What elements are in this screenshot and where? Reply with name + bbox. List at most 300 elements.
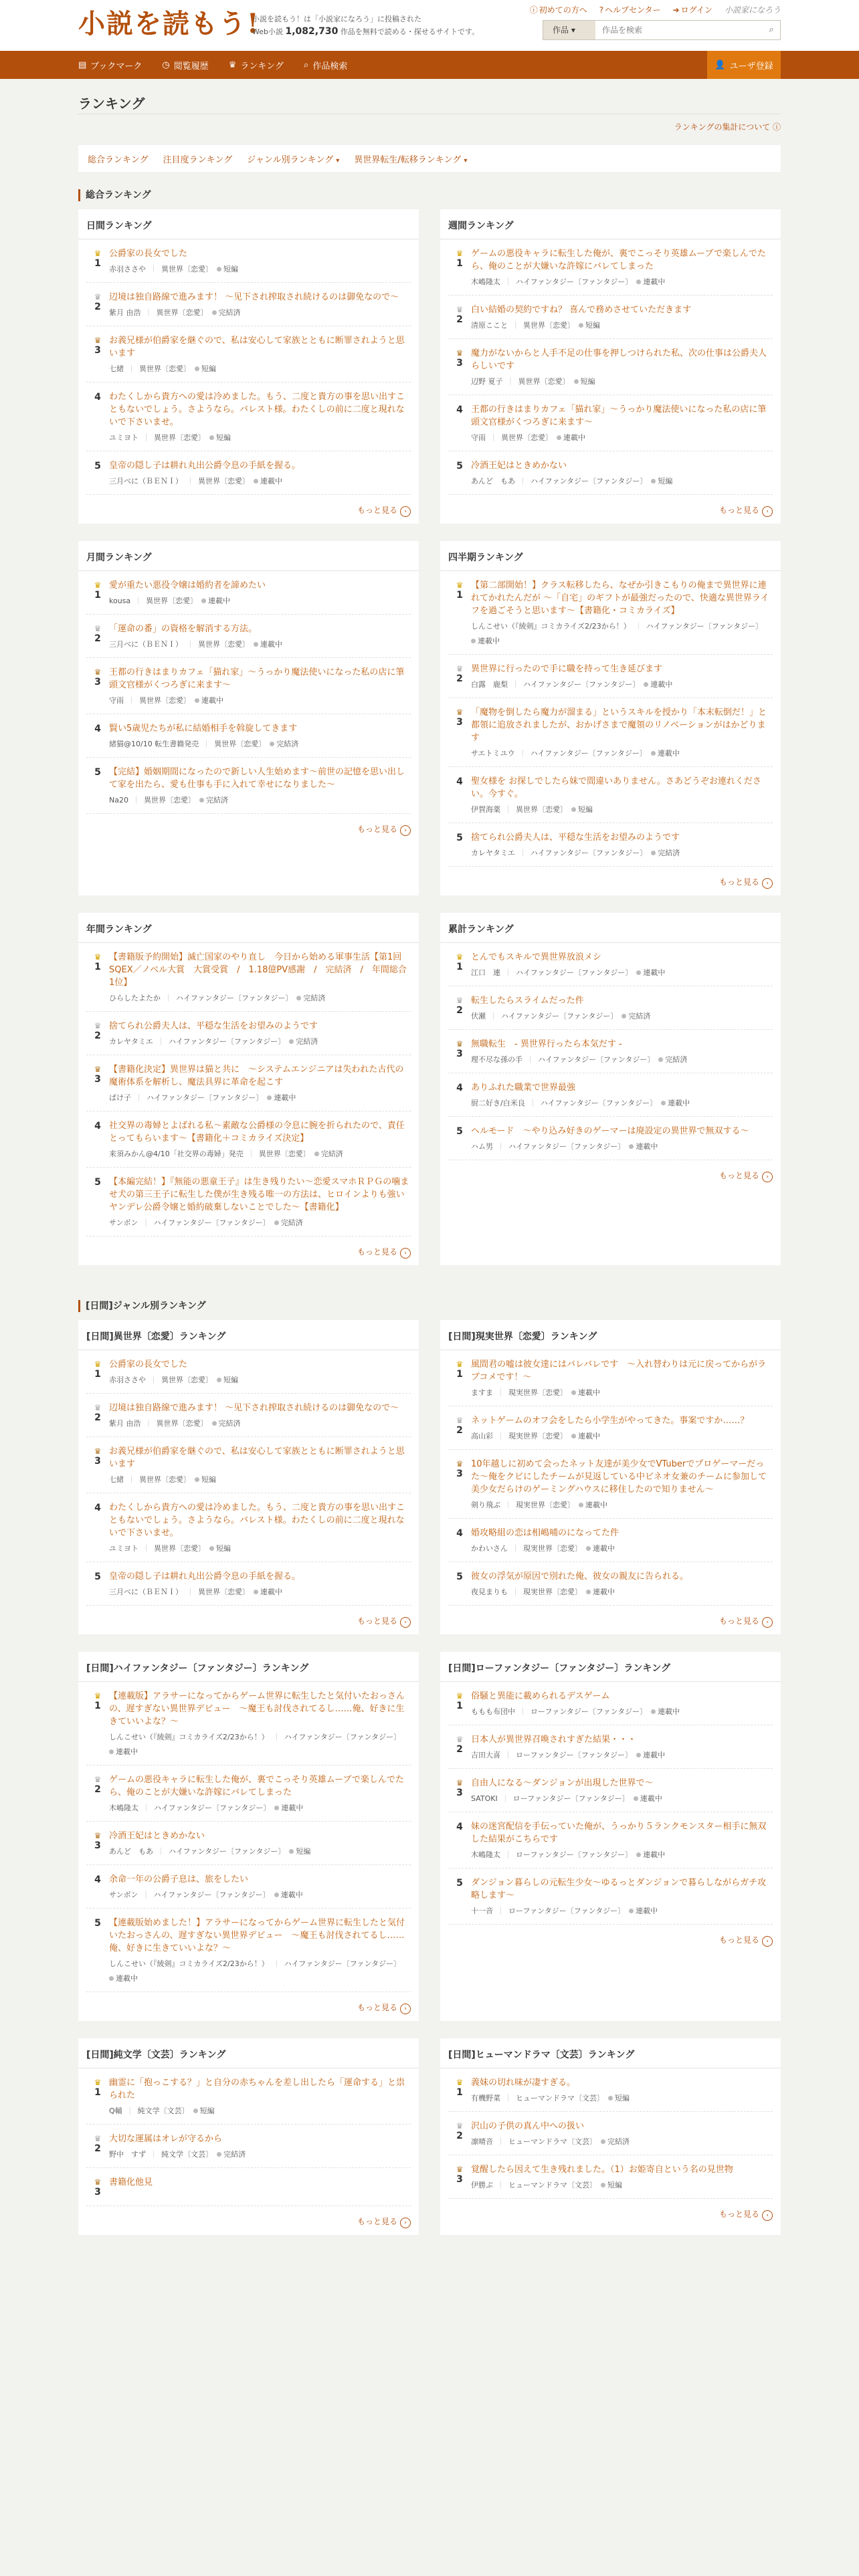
author-name[interactable]: 紫月 由浩 [109, 308, 141, 317]
work-title-link[interactable]: お義兄様が伯爵家を継ぐので、私は安心して家族とともに断罪されようと思います [109, 336, 405, 358]
ranking-card [78, 1652, 419, 2021]
more-link[interactable] [78, 814, 419, 843]
ranking-card [78, 2038, 419, 2235]
nav-history-label: 閲覧履歴 [173, 61, 209, 72]
author-name[interactable]: 赤羽ささや [109, 1376, 146, 1384]
status-dot-icon [586, 1546, 591, 1551]
status-badge [651, 1706, 680, 1717]
work-title-link[interactable]: 転生したらスライムだった件 [471, 996, 584, 1006]
author-name[interactable]: 野中 すず [109, 2150, 147, 2159]
work-title-link[interactable]: 大切な運属はオレが守るから [109, 2134, 223, 2144]
genre-tag[interactable]: ハイファンタジー〔ファンタジー〕 [538, 1055, 655, 1064]
site-logo[interactable]: 小説を読もう! [78, 8, 260, 39]
genre-tag[interactable]: 異世界〔恋愛〕 [198, 1588, 250, 1596]
more-link[interactable] [440, 2199, 781, 2228]
genre-tag[interactable]: ハイファンタジー〔ファンタジー〕 [153, 1218, 270, 1227]
genre-tag[interactable]: ハイファンタジー〔ファンタジー〕 [169, 1847, 286, 1856]
register-button[interactable] [707, 51, 781, 79]
work-title-link[interactable]: わたくしから貴方への愛は冷めました。もう、二度と貴方の事を思い出すこともないでしょう。さようなら。バレスト様。わたくしの前に二度と現れないで下さいませ。 [109, 392, 405, 427]
section-overall-heading: 総合ランキング [78, 189, 781, 201]
work-title-link[interactable]: 白い結婚の契約ですね？ 喜んで務めさせていただきます [471, 305, 692, 315]
status-label: 完結済 [223, 2150, 246, 2159]
author-name[interactable]: 江口 連 [471, 968, 500, 977]
author-name[interactable]: 木嶋隆太 [109, 1804, 138, 1812]
work-title-link[interactable]: 10年越しに初めて会ったネット友達が美少女でVTuberでプロゲーマーだった〜俺をクビにしたチームが見返している中ビネオ女兼のチームに参加して美少女だらけのゲーミングハウスに移住したので知りません〜 [471, 1459, 767, 1495]
work-meta [109, 1217, 411, 1228]
author-name[interactable]: 辺野 夏子 [471, 377, 503, 386]
author-name[interactable]: 厨二好き/白米良 [471, 1099, 525, 1107]
ranking-item-body [109, 666, 411, 706]
genre-tag[interactable]: 現実世界〔恋愛〕 [516, 1501, 575, 1509]
author-name[interactable]: 三月べに（ＢＥＮＩ） [109, 1588, 183, 1596]
ranking-about-link[interactable] [78, 121, 781, 134]
author-name[interactable]: 凛晴音 [471, 2137, 493, 2146]
genre-tag[interactable]: 異世界〔恋愛〕 [143, 796, 195, 804]
genre-tag[interactable]: 異世界〔恋愛〕 [139, 1475, 191, 1484]
work-meta [109, 1802, 411, 1813]
more-link[interactable] [78, 1237, 419, 1265]
author-name[interactable]: 白露 鹿梨 [471, 680, 508, 689]
work-meta [109, 1958, 411, 1983]
work-title-link[interactable]: 【書籍化決定】異世界は猫と共に 〜システムエンジニアは失われた古代の魔術体系を解析し、魔法具界に革命を起こす [109, 1065, 404, 1087]
work-title-link[interactable]: 冷酒王妃はときめかない [471, 461, 567, 471]
status-dot-icon [622, 1014, 626, 1018]
status-badge [270, 738, 298, 749]
author-name[interactable]: ひらしたよたか [109, 994, 161, 1002]
author-name[interactable]: Q輔 [109, 2107, 122, 2115]
author-name[interactable]: 剣り飛ぶ [471, 1501, 500, 1509]
more-link[interactable] [440, 1606, 781, 1634]
subtab-isekai[interactable] [354, 152, 467, 165]
ranking-item-body [109, 1501, 411, 1553]
genre-tag[interactable]: ハイファンタジー〔ファンタジー〕 [284, 1733, 401, 1741]
rank-value: 4 [456, 405, 463, 415]
work-meta [471, 1706, 773, 1717]
history-icon: ◷ [162, 60, 170, 70]
author-name[interactable]: 高山彩 [471, 1432, 493, 1440]
work-title-link[interactable]: 【完結】婚姻期間になったので新しい人生始めます〜前世の記憶を思い出して家を出たら、愛も仕事も手に入れて幸せになりました〜 [109, 767, 405, 790]
author-name[interactable]: ユミヨト [109, 433, 138, 442]
genre-tag[interactable]: 異世界〔恋愛〕 [146, 597, 198, 605]
crown-icon: ♛ [94, 1446, 102, 1456]
more-link[interactable] [78, 1606, 419, 1634]
ranking-item [86, 714, 411, 758]
rank-number [86, 1402, 109, 1428]
work-title-link[interactable]: 自由人になる〜ダンジョンが出現した世界で〜 [471, 1778, 654, 1788]
work-title-link[interactable]: 皇帝の隠し子は耕れ丸出公爵令息の手紙を握る。 [109, 1572, 301, 1582]
genre-tag[interactable]: ハイファンタジー〔ファンタジー〕 [516, 968, 633, 977]
status-dot-icon [471, 639, 476, 643]
work-title-link[interactable]: 婚攻略組の恋は相嶋哺のになってた件 [471, 1528, 619, 1538]
author-name[interactable]: ますま [471, 1388, 493, 1397]
separator: ｜ [519, 1707, 527, 1716]
genre-tag[interactable]: ヒューマンドラマ〔文芸〕 [508, 2137, 597, 2146]
work-title-link[interactable]: 【書籍版予約開始】滅亡国家のやり直し 今日から始める軍事生活【第1回SQEX／ノベル大賞 大賞受賞 / 1.18億PV感謝 / 完結済 / 年間総合1位】 [109, 952, 407, 988]
work-title-link[interactable]: 冷酒王妃はときめかない [109, 1831, 205, 1841]
work-title-link[interactable]: ありふれた職業で世界最強 [471, 1083, 576, 1093]
genre-tag[interactable]: ハイファンタジー〔ファンタジー〕 [168, 1037, 286, 1046]
more-link[interactable] [440, 867, 781, 895]
genre-tag[interactable]: ローファンタジー〔ファンタジー〕 [531, 1707, 648, 1716]
status-badge [254, 639, 282, 649]
separator: ｜ [529, 1099, 537, 1107]
genre-tag[interactable]: ハイファンタジー〔ファンタジー〕 [501, 1012, 618, 1021]
author-name[interactable]: あんど もあ [109, 1847, 153, 1856]
status-label: 連載中 [585, 1501, 607, 1509]
ranking-item [448, 296, 773, 339]
author-name[interactable]: しんこせい（『綾剣』コミカライズ2/23から！） [109, 1959, 269, 1968]
genre-tag[interactable]: 異世界〔恋愛〕 [523, 321, 575, 330]
subtab-genre[interactable] [247, 152, 339, 165]
rank-number [448, 831, 471, 858]
author-name[interactable]: しんこせい（『綾剣』コミカライズ2/23から！） [109, 1733, 269, 1741]
work-title-link[interactable]: ゲームの悪役キャラに転生した俺が、裏でこっそり英雄ムーブで楽しんでたら、俺のことが大嫌いな許嫁にバレてしまった [471, 249, 766, 272]
author-name[interactable]: ユミヨト [109, 1544, 138, 1553]
genre-tag[interactable]: ハイファンタジー〔ファンタジー〕 [154, 1804, 271, 1812]
author-name[interactable]: 三月べに（ＢＥＮＩ） [109, 640, 183, 649]
genre-tag[interactable]: 異世界〔恋愛〕 [139, 696, 191, 705]
chevron-right-icon: › [400, 1617, 411, 1628]
more-link-label: もっと見る [357, 2003, 397, 2012]
genre-tag[interactable]: 異世界〔恋愛〕 [161, 1376, 213, 1384]
separator: ｜ [518, 849, 527, 857]
status-badge [636, 967, 665, 978]
work-meta [471, 1141, 773, 1152]
work-title-link[interactable]: とんでもスキルで異世界放浪メシ [471, 952, 601, 962]
genre-tag[interactable]: ハイファンタジー〔ファンタジー〕 [530, 849, 648, 857]
work-title-link[interactable]: 皇帝の隠し子は耕れ丸出公爵令息の手紙を握る。 [109, 461, 301, 471]
search-input[interactable] [595, 21, 763, 39]
author-name[interactable]: 木嶋隆太 [471, 278, 500, 286]
author-name[interactable]: 清原ここと [471, 321, 508, 330]
work-title-link[interactable]: 辺境は独自路線で進みます！ 〜见下され搾取され続けるのは御免なので〜 [109, 1403, 399, 1413]
brand-mark[interactable]: 小説家になろう [724, 5, 781, 15]
work-title-link[interactable]: ゲームの悪役キャラに転生した俺が、裏でこっそり英雄ムーブで楽しんでたら、俺のことが大嫌いな許嫁にバレてしまった [109, 1775, 404, 1798]
author-name[interactable]: ぱけ子 [109, 1093, 131, 1102]
work-title-link[interactable]: 公爵家の長女でした [109, 249, 188, 259]
separator: ｜ [203, 740, 211, 748]
rank-number [86, 1358, 109, 1385]
author-name[interactable]: 赤羽ささや [109, 265, 146, 274]
work-meta [109, 1036, 411, 1047]
genre-tag[interactable]: ローファンタジー〔ファンタジー〕 [508, 1907, 626, 1915]
author-name[interactable]: 有機野菜 [471, 2094, 500, 2103]
genre-tag[interactable]: 異世界〔恋愛〕 [518, 377, 570, 386]
crown-icon: ♛ [456, 708, 464, 717]
status-badge [193, 2105, 215, 2116]
nav-ranking[interactable] [229, 59, 284, 72]
status-badge [471, 635, 500, 646]
status-label: 連載中 [208, 597, 231, 605]
work-title-link[interactable]: 社交界の毒婦とよばれる私〜素敵な公爵様の令息に腕を折られたので、責任とってもらいます〜【書籍化＋コミカライズ決定】 [109, 1121, 405, 1144]
author-name[interactable]: カレヤタミエ [109, 1037, 153, 1046]
genre-tag[interactable]: ハイファンタジー〔ファンタジー〕 [176, 994, 293, 1002]
status-label: 連載中 [593, 1544, 615, 1553]
author-name[interactable]: サエトミユウ [471, 749, 515, 758]
work-title-link[interactable]: 俗騒と異能に載められるデスゲーム [471, 1691, 610, 1701]
genre-tag[interactable]: ハイファンタジー〔ファンタジー〕 [284, 1959, 401, 1968]
chevron-right-icon: › [400, 506, 411, 517]
work-title-link[interactable]: 【連載版】アラサーになってからゲーム世界に転生したと気付いたおっさんの、遅すぎない異世界デビュー 〜魔王も討伐されてるし……俺、好きに生きていいよな？〜 [109, 1691, 405, 1727]
genre-tag[interactable]: 異世界〔恋愛〕 [198, 477, 250, 486]
more-link[interactable] [78, 495, 419, 524]
genre-tag[interactable]: ローファンタジー〔ファンタジー〕 [516, 1751, 633, 1759]
crown-icon: ♛ [456, 1459, 464, 1469]
separator: ｜ [187, 640, 194, 649]
rank-value: 1 [456, 1701, 463, 1711]
author-name[interactable]: しんこせい（『綾剣』コミカライズ2/23から！） [471, 622, 631, 631]
status-dot-icon [634, 1796, 638, 1801]
separator: ｜ [150, 1376, 157, 1384]
ranking-item [448, 823, 773, 867]
genre-tag[interactable]: 異世界〔恋愛〕 [501, 433, 553, 442]
genre-tag[interactable]: ハイファンタジー〔ファンタジー〕 [531, 477, 648, 486]
work-title-link[interactable]: 日本人が異世界召喚されすぎた結果・・・ [471, 1735, 637, 1745]
genre-tag[interactable]: ハイファンタジー〔ファンタジー〕 [530, 749, 647, 758]
status-dot-icon [651, 851, 656, 855]
help-icon: ? [599, 5, 604, 15]
author-name[interactable]: サンボン [109, 1891, 138, 1899]
more-link[interactable] [78, 1992, 419, 2021]
rank-number [86, 1873, 109, 1900]
ranking-item-body [471, 1458, 773, 1510]
genre-tag[interactable]: ローファンタジー〔ファンタジー〕 [512, 1794, 630, 1803]
genre-tag[interactable]: 純文学〔文芸〕 [137, 2107, 189, 2115]
status-badge [601, 2136, 630, 2147]
rank-value: 5 [456, 461, 463, 471]
rank-number [448, 1777, 471, 1804]
rank-number [86, 1917, 109, 1983]
search-icon[interactable]: ⌕ [763, 21, 780, 39]
ranking-item [86, 1350, 411, 1394]
work-title-link[interactable]: 魔力がないからと人手不足の仕事を押しつけられた私、次の仕事は公爵夫人らしいです [471, 348, 767, 371]
rank-value: 2 [456, 1425, 463, 1436]
work-title-link[interactable]: 義妹の切れ味が凄すぎる。 [471, 2078, 576, 2088]
work-title-link[interactable]: 余命一年の公爵子息は、旅をしたい [109, 1874, 249, 1885]
work-title-link[interactable]: 彼女の浮気が原因で別れた俺、彼女の親友に告られる。 [471, 1572, 689, 1582]
work-title-link[interactable]: わたくしから貴方への愛は冷めました。もう、二度と貴方の事を思い出すこともないでしょう。さようなら。バレスト様。わたくしの前に二度と現れないで下さいませ。 [109, 1503, 405, 1538]
link-help-center[interactable] [599, 4, 661, 15]
more-link-label: もっと見る [719, 1171, 759, 1180]
work-title-link[interactable]: 沢山の子供の真ん中への扱い [471, 2121, 585, 2131]
genre-tag[interactable]: 異世界〔恋愛〕 [258, 1150, 310, 1158]
work-meta [109, 1846, 411, 1856]
rank-number [448, 1358, 471, 1398]
author-name[interactable]: 夜見まりも [471, 1588, 508, 1596]
ranking-card [440, 1320, 781, 1634]
work-title-link[interactable]: 覚醒したら因えて生き残れました。（1）お姫寄自という名の見世物 [471, 2165, 733, 2175]
work-title-link[interactable]: 書籍化他見 [109, 2177, 153, 2187]
author-name[interactable]: 木嶋隆太 [471, 1850, 500, 1859]
genre-tag[interactable]: 異世界〔恋愛〕 [156, 1419, 208, 1428]
ranking-item [448, 698, 773, 767]
author-name[interactable]: 守雨 [109, 696, 124, 705]
more-link[interactable] [440, 1925, 781, 1953]
separator: ｜ [187, 1588, 194, 1596]
more-link[interactable] [78, 2206, 419, 2235]
link-first-time[interactable] [530, 4, 587, 15]
ranking-item-body [471, 706, 773, 758]
author-name[interactable]: 緒猫@10/10 転生書籍発売 [109, 740, 199, 748]
nav-bookmark[interactable] [78, 59, 142, 72]
status-label: 完結済 [280, 1218, 303, 1227]
genre-tag[interactable]: ヒューマンドラマ〔文芸〕 [508, 2181, 597, 2189]
work-title-link[interactable]: 「運命の番」の資格を解消する方法。 [109, 624, 258, 634]
genre-tag[interactable]: 現実世界〔恋愛〕 [508, 1388, 567, 1397]
crown-icon: ♛ [94, 336, 102, 345]
status-badge [274, 1217, 303, 1228]
genre-tag[interactable]: 異世界〔恋愛〕 [139, 364, 191, 373]
status-dot-icon [651, 479, 656, 484]
work-title-link[interactable]: 風間君の嘘は彼女達にはバレバレです 〜入れ替わりは元に戻ってからがラブコメです！〜 [471, 1360, 767, 1382]
status-dot-icon [629, 1909, 634, 1913]
more-link-label: もっと見る [357, 2217, 397, 2226]
work-title-link[interactable]: 公爵家の長女でした [109, 1360, 188, 1370]
work-title-link[interactable]: 捨てられ公爵夫人は、平穏な生活をお望みのようです [471, 833, 680, 843]
status-badge [579, 1499, 607, 1510]
author-name[interactable]: 伊勝ぷ [471, 2181, 493, 2189]
more-link[interactable] [440, 1160, 781, 1189]
genre-tag[interactable]: ハイファンタジー〔ファンタジー〕 [646, 622, 763, 631]
genre-tag[interactable]: ハイファンタジー〔ファンタジー〕 [516, 278, 633, 286]
work-title-link[interactable]: 聖女様を お探しでしたら妹で間違いありません。さあどうぞお連れください。今すぐ。 [471, 776, 761, 799]
ranking-item-body [471, 347, 773, 387]
work-meta [471, 376, 773, 387]
work-title-link[interactable]: 愛が重たい悪役令嬢は婚約者を諦めたい [109, 580, 266, 591]
author-name[interactable]: 三月べに（ＢＥＮＩ） [109, 477, 183, 486]
ranking-item-body [471, 247, 773, 287]
author-name[interactable]: かわいさん [471, 1544, 508, 1553]
rank-number [448, 403, 471, 443]
ranking-item-body [109, 1020, 411, 1047]
work-title-link[interactable]: 辺境は独自路線で進みます！ 〜见下され搾取され続けるのは御免なので〜 [109, 292, 399, 302]
author-name[interactable]: 伊賀海薬 [471, 805, 500, 814]
ranking-item [86, 658, 411, 714]
status-badge [314, 1148, 343, 1159]
status-label: 連載中 [650, 680, 673, 689]
ranking-item-body [109, 1917, 411, 1983]
work-title-link[interactable]: 【本編完結！】『無能の悪童王子』は生き残りたい〜恋愛スマホＲＰＧの噛ませ犬の第三王子に転生した僕が生き残る唯一の方法は、ヒロインよりも強いヤンデレ公爵令嬢と婚約破棄しないことでした〜【書籍化】 [109, 1177, 409, 1212]
link-login[interactable] [673, 4, 712, 15]
status-label: 完結済 [607, 2137, 630, 2146]
author-name[interactable]: 七緒 [109, 364, 124, 373]
work-title-link[interactable]: ネットゲームのオフ会をしたら小学生がやってきた。事案ですか……？ [471, 1416, 749, 1426]
author-name[interactable]: Na20 [109, 795, 128, 804]
ranking-list [440, 943, 781, 1160]
more-link[interactable] [440, 495, 781, 524]
genre-tag[interactable]: ヒューマンドラマ〔文芸〕 [516, 2094, 604, 2103]
work-meta [471, 1793, 773, 1804]
separator: ｜ [142, 1804, 150, 1812]
crown-icon: ♛ [456, 664, 464, 673]
author-name[interactable]: 十一音 [471, 1907, 493, 1915]
ranking-item [448, 1073, 773, 1117]
author-name[interactable]: 伏瀬 [471, 1012, 486, 1021]
separator: ｜ [145, 308, 153, 317]
author-name[interactable]: 七緒 [109, 1475, 124, 1484]
subtab-overall[interactable] [88, 152, 149, 165]
status-label: 短編 [296, 1847, 311, 1856]
separator: ｜ [504, 1501, 512, 1509]
ranking-item-body [471, 579, 773, 646]
work-title-link[interactable]: 【第二部開始！】クラス転移したら、なぜか引きこもりの俺まで異世界に連れてかれたんだが 〜「自宅」のギフトが最強だったので、快適な異世界ライフを過ごそうと思います〜【書籍化・コミカライズ】 [471, 580, 769, 616]
separator: ｜ [512, 321, 519, 330]
author-name[interactable]: 来須みかん@4/10「社交界の毒婦」発売 [109, 1150, 244, 1158]
work-title-link[interactable]: ダンジョン暮らしの元転生少女〜ゆるっとダンジョンで暮らしながらガチ攻略します〜 [471, 1878, 767, 1901]
genre-tag[interactable]: 純文学〔文芸〕 [161, 2150, 213, 2159]
genre-tag[interactable]: 異世界〔恋愛〕 [198, 640, 250, 649]
work-title-link[interactable]: お義兄様が伯爵家を継ぐので、私は安心して家族とともに断罪されようと思います [109, 1446, 405, 1469]
author-name[interactable]: kousa [109, 596, 131, 605]
work-title-link[interactable]: 異世界に行ったので手に職を持って生き延びます [471, 664, 663, 674]
status-dot-icon [289, 1849, 294, 1854]
genre-tag[interactable]: ハイファンタジー〔ファンタジー〕 [523, 680, 640, 689]
work-title-link[interactable]: 賢い5歳児たちが私に結婚相手を斡旋してきます [109, 724, 298, 734]
genre-tag[interactable]: ハイファンタジー〔ファンタジー〕 [540, 1099, 658, 1107]
nav-search[interactable] [304, 59, 347, 72]
author-name[interactable]: あんど もあ [471, 477, 515, 486]
author-name[interactable]: 吉田大喜 [471, 1751, 500, 1759]
author-name[interactable]: ハム男 [471, 1142, 493, 1151]
work-title-link[interactable]: ヘルモード 〜やり込み好きのゲーマーは廃設定の異世界で無双する〜 [471, 1126, 749, 1136]
author-name[interactable]: 理不尽な孫の手 [471, 1055, 522, 1064]
work-title-link[interactable]: 無職転生 - 異世界行ったら本気だす - [471, 1039, 622, 1049]
genre-tag[interactable]: 異世界〔恋愛〕 [156, 308, 208, 317]
status-badge [201, 595, 230, 606]
genre-tag[interactable]: ローファンタジー〔ファンタジー〕 [516, 1850, 633, 1859]
author-name[interactable]: サンボン [109, 1218, 138, 1227]
separator: ｜ [142, 1218, 150, 1227]
work-title-link[interactable]: 捨てられ公爵夫人は、平穏な生活をお望みのようです [109, 1021, 318, 1031]
genre-tag[interactable]: ハイファンタジー〔ファンタジー〕 [508, 1142, 626, 1151]
question-icon: ⓘ [772, 122, 781, 132]
search-category-select[interactable]: 作品 ▾ [543, 21, 595, 39]
genre-tag[interactable]: 異世界〔恋愛〕 [154, 433, 205, 442]
work-meta [471, 475, 773, 486]
genre-tag[interactable]: ハイファンタジー〔ファンタジー〕 [147, 1093, 264, 1102]
separator: ｜ [518, 749, 527, 758]
genre-tag[interactable]: 異世界〔恋愛〕 [214, 740, 266, 748]
genre-tag[interactable]: 異世界〔恋愛〕 [154, 1544, 205, 1553]
genre-tag[interactable]: 現実世界〔恋愛〕 [523, 1588, 582, 1596]
rank-value: 3 [456, 1788, 463, 1798]
status-badge [217, 2149, 246, 2159]
author-name[interactable]: SATOKI [471, 1794, 498, 1803]
rank-value: 1 [94, 1701, 101, 1711]
work-title-link[interactable]: 幽霊に「抱っこする？」と自分の赤ちゃんを差し出したら「運命する」と祟られた [109, 2078, 405, 2101]
genre-tag[interactable]: 異世界〔恋愛〕 [161, 265, 213, 274]
genre-tag[interactable]: 現実世界〔恋愛〕 [523, 1544, 582, 1553]
genre-tag[interactable]: ハイファンタジー〔ファンタジー〕 [153, 1891, 270, 1899]
status-dot-icon [109, 1976, 114, 1981]
ranking-card [440, 913, 781, 1265]
nav-history[interactable] [162, 59, 208, 72]
genre-tag[interactable]: 現実世界〔恋愛〕 [508, 1432, 567, 1440]
work-title-link[interactable]: 【連載版始めました！】アラサーになってからゲーム世界に転生したと気付いたおっさんの、遅すぎない異世界デビュー 〜魔王も討伐されてるし……俺、好きに生きていいよな？〜 [109, 1918, 405, 1953]
work-title-link[interactable]: 王都の行きはまりカフェ「猫れ家」〜うっかり魔法使いになった私の店に筆頭文官様がくつろぎに来ます〜 [109, 667, 405, 690]
author-name[interactable]: カレヤタミエ [471, 849, 515, 857]
genre-tag[interactable]: 異世界〔恋愛〕 [516, 805, 567, 814]
subtab-attention[interactable] [163, 152, 233, 165]
work-title-link[interactable]: 「魔物を倒したら魔力が溜まる」というスキルを授かり「本末転倒だ！」と都領に追放されましたが、おかげさまで魔領のリノベーションがはかどります [471, 708, 767, 743]
author-name[interactable]: 紫月 由浩 [109, 1419, 141, 1428]
crown-icon: ♛ [456, 2121, 464, 2131]
author-name[interactable]: 守雨 [471, 433, 486, 442]
work-title-link[interactable]: 妹の迷宮配信を手伝っていた俺が、うっかり５ランクモンスター相手に無双した結果がこちらです [471, 1822, 767, 1844]
subtab-genre-label: ジャンル別ランキング [247, 154, 334, 165]
work-title-link[interactable]: 王都の行きはまりカフェ「猫れ家」〜うっかり魔法使いになった私の店に筆頭文官様がくつろぎに来ます〜 [471, 405, 767, 427]
author-name[interactable]: ももも布団中 [471, 1707, 515, 1716]
